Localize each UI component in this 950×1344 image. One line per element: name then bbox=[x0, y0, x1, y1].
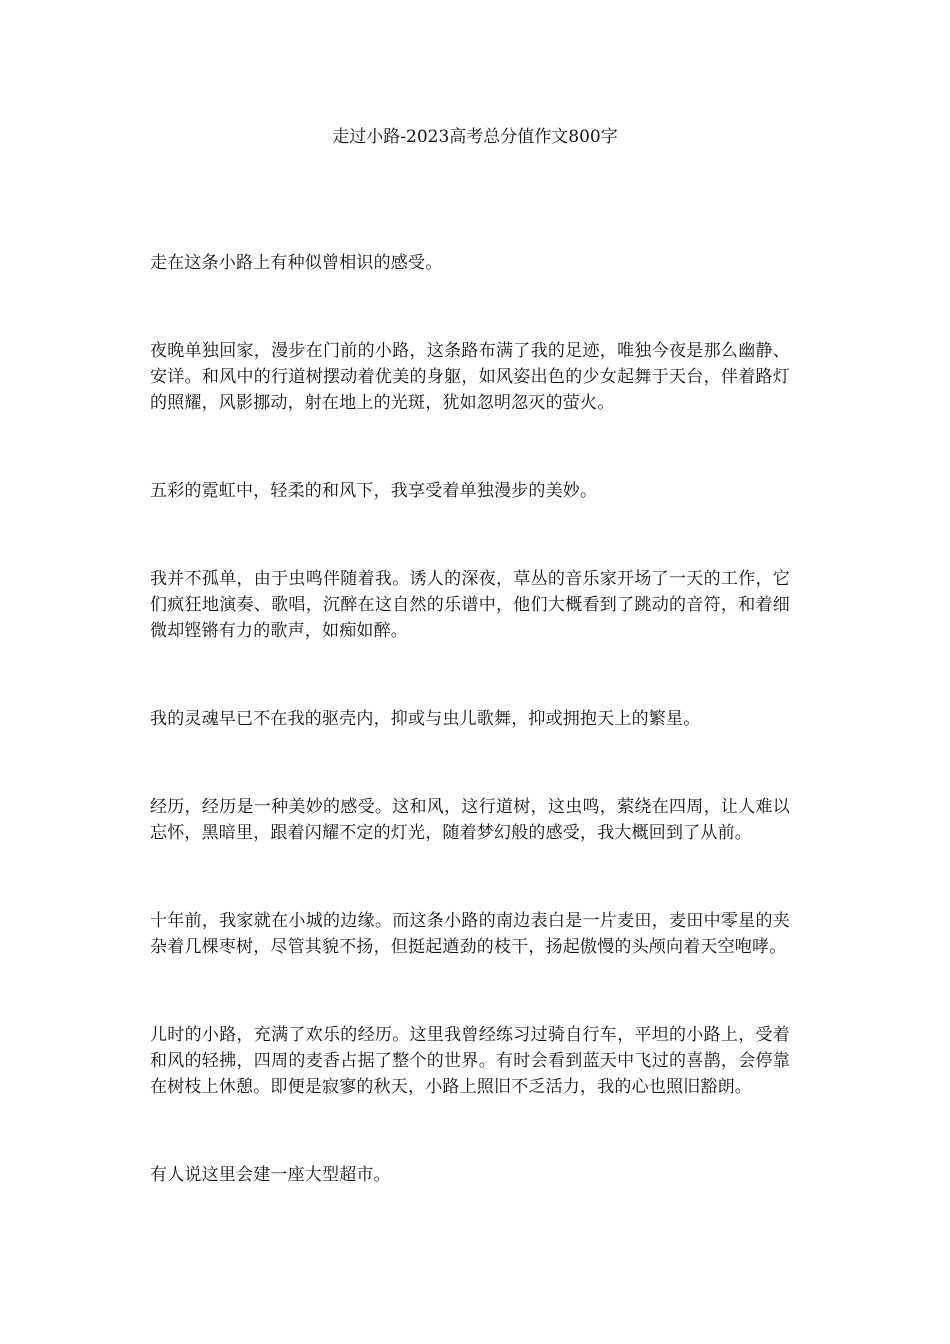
paragraph: 十年前，我家就在小城的边缘。而这条小路的南边表白是一片麦田，麦田中零星的夹杂着几棵枣树，尽管其貌不扬，但挺起遒劲的枝干，扬起傲慢的头颅向着天空咆哮。 bbox=[150, 911, 790, 957]
paragraph: 走在这条小路上有种似曾相识的感受。 bbox=[150, 253, 443, 273]
paragraph: 儿时的小路，充满了欢乐的经历。这里我曾经练习过骑自行车，平坦的小路上，受着和风的轻拂，四周的麦香占据了整个的世界。有时会看到蓝天中飞过的喜鹊，会停靠在树枝上休憩。即便是寂寥的秋天，小路上照旧不乏活力，我的心也照旧豁朗。 bbox=[150, 1025, 790, 1097]
document-body bbox=[150, 250, 790, 1250]
paragraph: 五彩的霓虹中，轻柔的和风下，我享受着单独漫步的美妙。 bbox=[150, 481, 598, 501]
paragraph: 有人说这里会建一座大型超市。 bbox=[150, 1165, 391, 1185]
paragraph: 夜晚单独回家，漫步在门前的小路，这条路布满了我的足迹，唯独今夜是那么幽静、安详。和风中的行道树摆动着优美的身躯，如风姿出色的少女起舞于天台，伴着路灯的照耀，风影挪动，射在地上的光斑，犹如忽明忽灭的萤火。 bbox=[150, 341, 790, 413]
document-title: 走过小路-2023高考总分值作文800字 bbox=[332, 127, 618, 147]
paragraph: 我并不孤单，由于虫鸣伴随着我。诱人的深夜，草丛的音乐家开场了一天的工作，它们疯狂地演奏、歌唱，沉醉在这自然的乐谱中，他们大概看到了跳动的音符，和着细微却铿锵有力的歌声，如痴如醉。 bbox=[150, 569, 790, 641]
paragraph: 经历，经历是一种美妙的感受。这和风，这行道树，这虫鸣，萦绕在四周，让人难以忘怀，黑暗里，跟着闪耀不定的灯光，随着梦幻般的感受，我大概回到了从前。 bbox=[150, 797, 790, 843]
paragraph: 我的灵魂早已不在我的驱壳内，抑或与虫儿歌舞，抑或拥抱天上的繁星。 bbox=[150, 709, 701, 729]
